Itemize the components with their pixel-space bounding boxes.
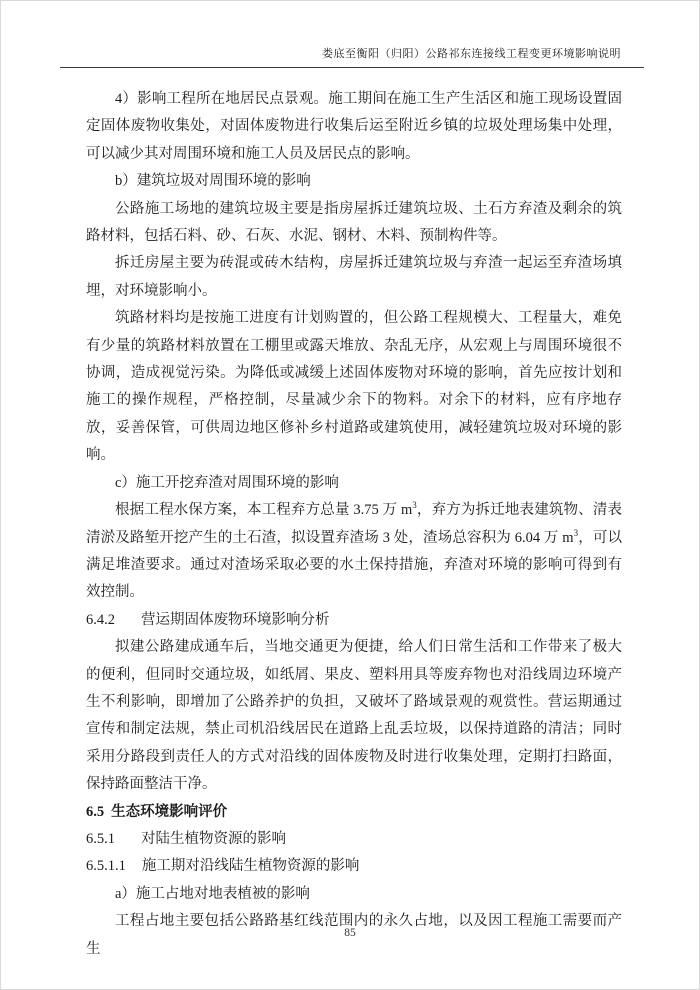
heading-number: 6.4.2 <box>86 611 115 628</box>
running-header-title: 娄底至衡阳（归阳）公路祁东连接线工程变更环境影响说明 <box>322 48 621 60</box>
heading-number: 6.5 <box>86 803 105 820</box>
paragraph-residents-landscape: 4）影响工程所在地居民点景观。施工期间在施工生产生活区和施工现场设置固定固体废物收集处，对固体废物进行收集后运至附近乡镇的垃圾处理场集中处理，可以减少其对周围环境和施工人员及居民点的影响。 <box>86 91 622 162</box>
paragraph-construction-waste-types: 公路施工场地的建筑垃圾主要是指房屋拆迁建筑垃圾、土石方弃渣及剩余的筑路材料，包括石料、砂、石灰、水泥、钢材、木料、预制构件等。 <box>86 200 622 245</box>
heading-title: 施工期对沿线陆生植物资源的影响 <box>141 858 360 875</box>
paragraph-demolition-structures: 拆迁房屋主要为砖混或砖木结构，房屋拆迁建筑垃圾与弃渣一起运至弃渣场填埋，对环境影响小。 <box>86 255 622 299</box>
spoil-text-3: ，可以满足堆渣要求。通过对渣场采取必要的水土保持措施，弃渣对环境的影响可得到有效控制。 <box>86 529 623 601</box>
subheading-b-construction-waste: b）建筑垃圾对周围环境的影响 <box>115 173 311 190</box>
heading-number: 6.5.1.1 <box>86 858 126 875</box>
subheading-c-excavation-spoil: c）施工开挖弃渣对周围环境的影响 <box>115 474 339 491</box>
heading-title: 对陆生植物资源的影响 <box>141 830 286 847</box>
heading-6-5-1 <box>86 826 622 853</box>
page-number: 85 <box>344 927 356 939</box>
subheading-a-land-occupation: a）施工占地对地表植被的影响 <box>115 885 310 902</box>
paragraph-operation-period-waste: 拟建公路建成通车后，当地交通更为便捷，给人们日常生活和工作带来了极大的便利，但同时交通垃圾，如纸屑、果皮、塑料用具等废弃物也对沿线周边环境产生不利影响，即增加了公路养护的负担，又破坏了路域景观的观赏性。营运期通过宣传和制定法规，禁止司机沿线居民在道路上乱丢垃圾，以保持道路的清洁；同时采用分路段到责任人的方式对沿线的固体废物及时进行收集处理，定期打扫路面，保持路面整洁干净。 <box>86 639 622 793</box>
heading-6-5-1-1 <box>86 853 622 880</box>
heading-title: 生态环境影响评价 <box>111 803 228 820</box>
paragraph-spoil-volume <box>86 497 622 607</box>
paragraph-road-materials: 筑路材料均是按施工进度有计划购置的，但公路工程规模大、工程量大，难免有少量的筑路材料放置在工棚里或露天堆放、杂乱无序，从宏观上与周围环境很不协调，造成视觉污染。为降低或减缓上述固体废物对环境的影响，首先应按计划和施工的操作规程，严格控制，尽量减少余下的物料。对余下的材料，应有序地存放，妥善保管，可供周边地区修补乡村道路或建筑使用，减轻建筑垃圾对环境的影响。 <box>86 310 622 464</box>
paragraph-land-occupation-scope: 工程占地主要包括公路路基红线范围内的永久占地，以及因工程施工需要而产生 <box>86 913 622 957</box>
cubic-meter-superscript: 3 <box>573 527 579 538</box>
heading-number: 6.5.1 <box>86 830 115 847</box>
header-divider-rule <box>60 67 644 68</box>
heading-title: 营运期固体废物环境影响分析 <box>141 611 330 628</box>
spoil-text-2: ，弃方为拆迁地表建筑物、清表清淤及路堑开挖产生的土石渣，拟设置弃渣场 3 处，渣场总容积为 6.04 万 m <box>86 502 623 546</box>
cubic-meter-superscript: 3 <box>412 500 417 511</box>
document-body <box>86 86 622 963</box>
heading-6-5 <box>86 799 622 826</box>
heading-6-4-2 <box>86 607 622 634</box>
spoil-text-1: 根据工程水保方案，本工程弃方总量 3.75 万 m <box>115 502 413 519</box>
